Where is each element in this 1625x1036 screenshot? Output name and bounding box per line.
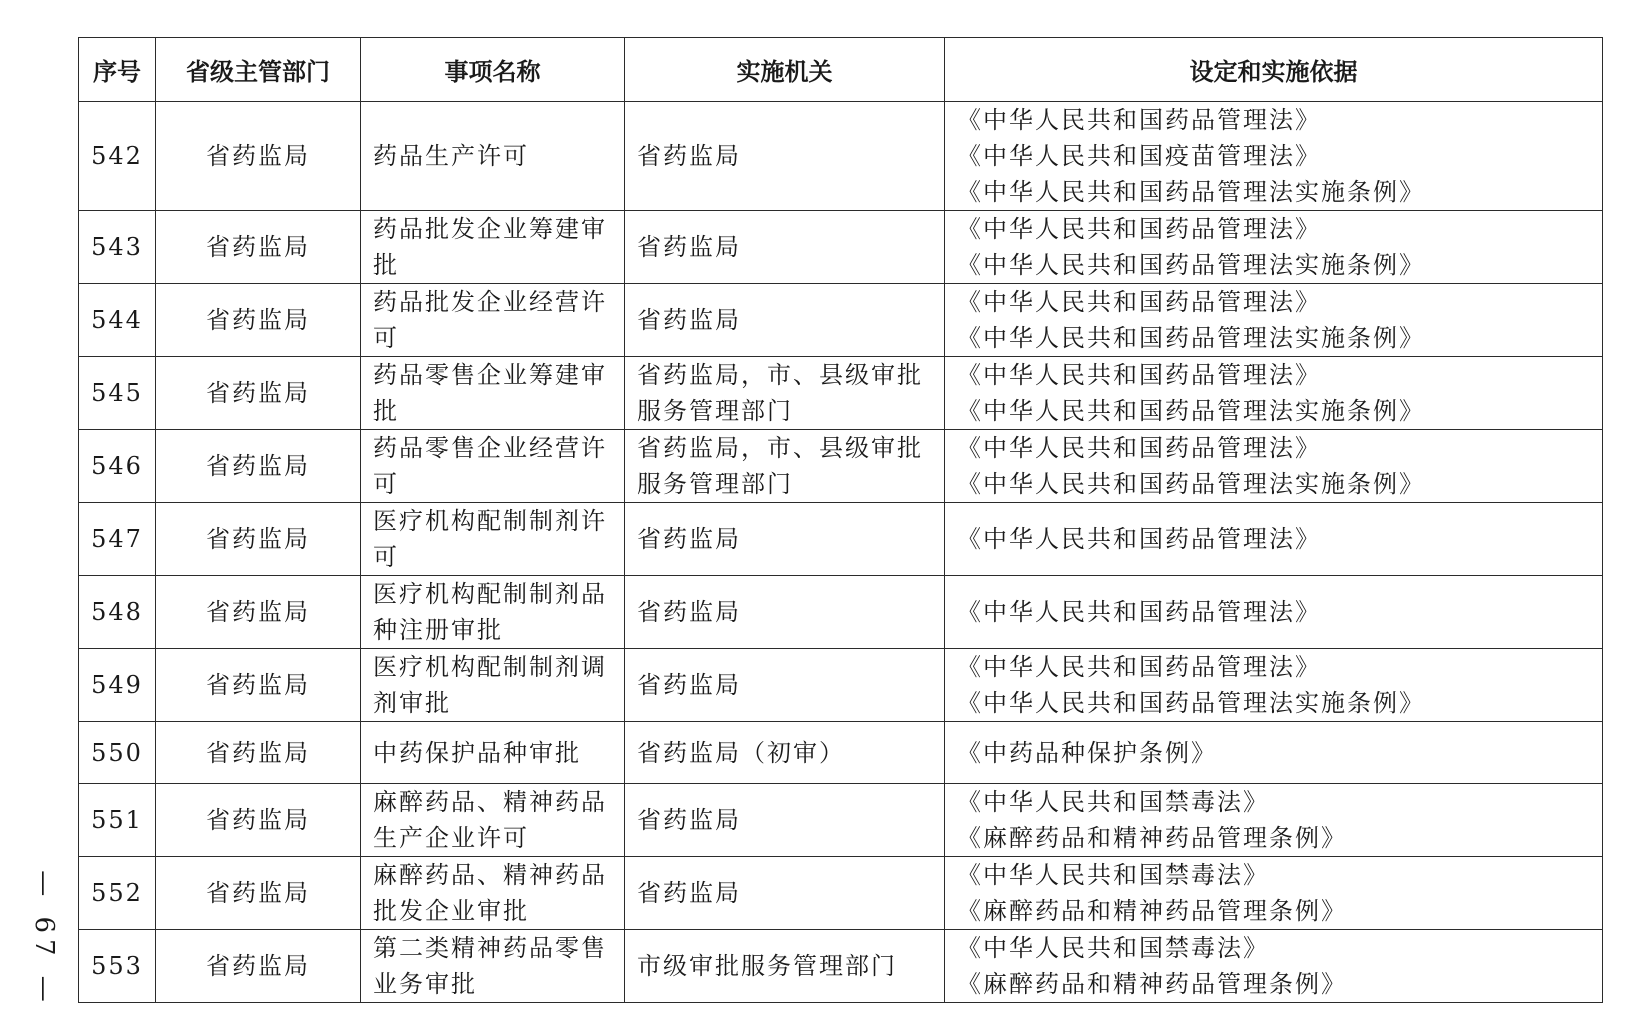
table-row — [79, 284, 1603, 357]
legal-basis-line: 《中华人民共和国禁毒法》 — [957, 788, 1269, 816]
cell-legal-basis — [945, 930, 1603, 1003]
table-row — [79, 430, 1603, 503]
cell-item-name: 第二类精神药品零售业务审批 — [361, 930, 625, 1003]
cell-implementing-agency: 省药监局 — [625, 503, 945, 576]
cell-item-name: 中药保护品种审批 — [361, 722, 625, 784]
table-row — [79, 784, 1603, 857]
legal-basis-line: 《中华人民共和国药品管理法实施条例》 — [957, 689, 1425, 717]
table-row — [79, 857, 1603, 930]
cell-department: 省药监局 — [156, 576, 361, 649]
table-row — [79, 503, 1603, 576]
cell-implementing-agency: 省药监局，市、县级审批服务管理部门 — [625, 357, 945, 430]
table-row — [79, 102, 1603, 211]
cell-serial-no: 545 — [79, 357, 156, 430]
cell-department: 省药监局 — [156, 357, 361, 430]
cell-department: 省药监局 — [156, 211, 361, 284]
header-provincial-department: 省级主管部门 — [156, 38, 361, 102]
cell-legal-basis — [945, 357, 1603, 430]
legal-basis-line: 《中药品种保护条例》 — [957, 738, 1217, 767]
cell-serial-no: 547 — [79, 503, 156, 576]
cell-item-name: 药品零售企业筹建审批 — [361, 357, 625, 430]
cell-item-name: 药品生产许可 — [361, 102, 625, 211]
table-row — [79, 576, 1603, 649]
cell-implementing-agency: 省药监局 — [625, 284, 945, 357]
header-serial-no: 序号 — [79, 38, 156, 102]
legal-basis-line: 《中华人民共和国药品管理法》 — [957, 361, 1321, 389]
cell-item-name: 麻醉药品、精神药品批发企业审批 — [361, 857, 625, 930]
cell-department: 省药监局 — [156, 722, 361, 784]
cell-legal-basis — [945, 576, 1603, 649]
legal-basis-line: 《中华人民共和国药品管理法实施条例》 — [957, 251, 1425, 279]
legal-basis-line: 《中华人民共和国药品管理法实施条例》 — [957, 397, 1425, 425]
cell-serial-no: 552 — [79, 857, 156, 930]
cell-implementing-agency: 省药监局 — [625, 784, 945, 857]
cell-legal-basis — [945, 102, 1603, 211]
header-legal-basis: 设定和实施依据 — [945, 38, 1603, 102]
cell-department: 省药监局 — [156, 857, 361, 930]
cell-item-name: 麻醉药品、精神药品生产企业许可 — [361, 784, 625, 857]
cell-item-name: 医疗机构配制制剂调剂审批 — [361, 649, 625, 722]
legal-basis-line: 《中华人民共和国药品管理法》 — [957, 525, 1321, 553]
table-row — [79, 211, 1603, 284]
cell-serial-no: 549 — [79, 649, 156, 722]
legal-basis-line: 《中华人民共和国药品管理法》 — [957, 288, 1321, 316]
table-row — [79, 649, 1603, 722]
legal-basis-line: 《中华人民共和国药品管理法实施条例》 — [957, 324, 1425, 352]
cell-serial-no: 551 — [79, 784, 156, 857]
cell-implementing-agency: 省药监局（初审） — [625, 722, 945, 784]
cell-item-name: 医疗机构配制制剂品种注册审批 — [361, 576, 625, 649]
cell-serial-no: 550 — [79, 722, 156, 784]
legal-basis-line: 《中华人民共和国药品管理法》 — [957, 653, 1321, 681]
legal-basis-line: 《中华人民共和国疫苗管理法》 — [957, 142, 1321, 170]
cell-serial-no: 543 — [79, 211, 156, 284]
cell-department: 省药监局 — [156, 930, 361, 1003]
table-body — [79, 102, 1603, 1003]
cell-legal-basis — [945, 722, 1603, 784]
cell-legal-basis — [945, 430, 1603, 503]
header-implementing-agency: 实施机关 — [625, 38, 945, 102]
cell-item-name: 药品批发企业筹建审批 — [361, 211, 625, 284]
cell-implementing-agency: 省药监局 — [625, 857, 945, 930]
cell-legal-basis — [945, 284, 1603, 357]
cell-legal-basis — [945, 857, 1603, 930]
legal-basis-line: 《麻醉药品和精神药品管理条例》 — [957, 970, 1347, 998]
cell-implementing-agency: 省药监局 — [625, 649, 945, 722]
table-header-row — [79, 38, 1603, 102]
header-item-name: 事项名称 — [361, 38, 625, 102]
cell-legal-basis — [945, 211, 1603, 284]
cell-item-name: 药品零售企业经营许可 — [361, 430, 625, 503]
legal-basis-line: 《中华人民共和国药品管理法》 — [957, 598, 1321, 626]
legal-basis-line: 《麻醉药品和精神药品管理条例》 — [957, 824, 1347, 852]
legal-basis-line: 《中华人民共和国禁毒法》 — [957, 861, 1269, 889]
cell-department: 省药监局 — [156, 784, 361, 857]
cell-implementing-agency: 省药监局 — [625, 102, 945, 211]
cell-legal-basis — [945, 649, 1603, 722]
cell-serial-no: 548 — [79, 576, 156, 649]
table-row — [79, 722, 1603, 784]
cell-item-name: 药品批发企业经营许可 — [361, 284, 625, 357]
table-row — [79, 357, 1603, 430]
cell-implementing-agency: 省药监局 — [625, 211, 945, 284]
cell-department: 省药监局 — [156, 503, 361, 576]
cell-legal-basis — [945, 784, 1603, 857]
cell-department: 省药监局 — [156, 102, 361, 211]
legal-basis-line: 《中华人民共和国禁毒法》 — [957, 934, 1269, 962]
cell-legal-basis — [945, 503, 1603, 576]
cell-serial-no: 542 — [79, 102, 156, 211]
cell-serial-no: 553 — [79, 930, 156, 1003]
cell-implementing-agency: 市级审批服务管理部门 — [625, 930, 945, 1003]
approval-items-table — [78, 37, 1603, 1003]
legal-basis-line: 《麻醉药品和精神药品管理条例》 — [957, 897, 1347, 925]
legal-basis-line: 《中华人民共和国药品管理法实施条例》 — [957, 470, 1425, 498]
table-row — [79, 930, 1603, 1003]
cell-serial-no: 546 — [79, 430, 156, 503]
legal-basis-line: 《中华人民共和国药品管理法》 — [957, 434, 1321, 462]
legal-basis-line: 《中华人民共和国药品管理法》 — [957, 215, 1321, 243]
cell-implementing-agency: 省药监局 — [625, 576, 945, 649]
legal-basis-line: 《中华人民共和国药品管理法》 — [957, 106, 1321, 134]
cell-department: 省药监局 — [156, 284, 361, 357]
cell-department: 省药监局 — [156, 649, 361, 722]
legal-basis-line: 《中华人民共和国药品管理法实施条例》 — [957, 178, 1425, 206]
cell-serial-no: 544 — [79, 284, 156, 357]
cell-department: 省药监局 — [156, 430, 361, 503]
cell-implementing-agency: 省药监局，市、县级审批服务管理部门 — [625, 430, 945, 503]
cell-item-name: 医疗机构配制制剂许可 — [361, 503, 625, 576]
page-number: — 67 — — [29, 870, 59, 1008]
